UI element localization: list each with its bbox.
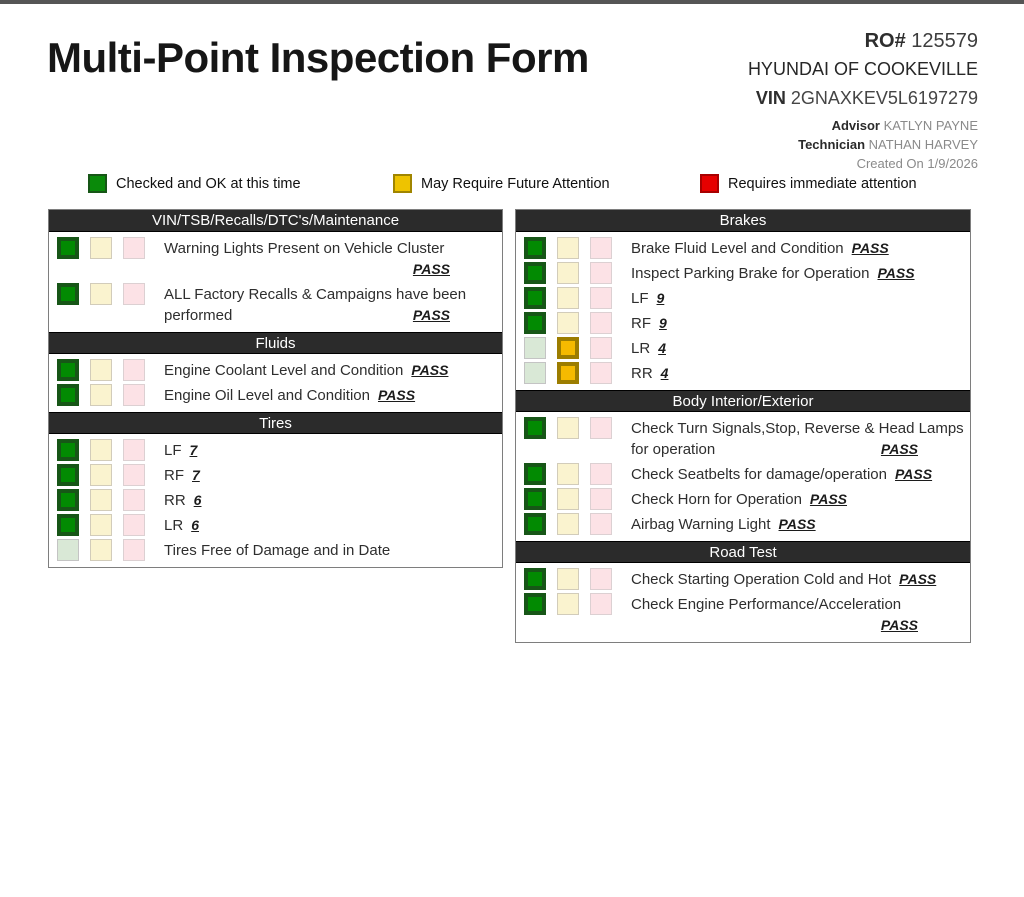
section-body	[516, 232, 970, 390]
legend-label: Checked and OK at this time	[116, 175, 301, 192]
legend-label: Requires immediate attention	[728, 175, 917, 192]
item-value: PASS	[880, 441, 918, 457]
item-label: Airbag Warning Light	[631, 516, 771, 533]
vin-line	[748, 88, 978, 109]
section-body	[516, 563, 970, 642]
item-label: RR	[164, 492, 186, 509]
inspection-row	[49, 359, 502, 381]
item-label: LF	[164, 442, 182, 459]
checkbox-future-attention[interactable]	[557, 237, 579, 259]
checkbox-future-attention[interactable]	[90, 237, 112, 259]
checkbox-ok[interactable]	[57, 539, 79, 561]
checkbox-future-attention[interactable]	[557, 568, 579, 590]
item-text	[631, 363, 970, 384]
item-text	[631, 569, 970, 590]
vin-value: 2GNAXKEV5L6197279	[790, 88, 978, 108]
section-header: VIN/TSB/Recalls/DTC's/Maintenance	[49, 210, 502, 232]
checkbox-future-attention[interactable]	[557, 287, 579, 309]
item-value: 7	[192, 467, 200, 483]
status-checkboxes	[49, 237, 156, 259]
status-checkboxes	[49, 539, 156, 561]
checkbox-immediate-attention[interactable]	[590, 287, 612, 309]
item-label: Check Turn Signals,Stop, Reverse & Head Lamps for operation	[631, 420, 964, 458]
item-label: Check Horn for Operation	[631, 491, 802, 508]
status-checkboxes	[516, 513, 623, 535]
section-tires	[49, 412, 502, 567]
checkbox-immediate-attention[interactable]	[123, 359, 145, 381]
section-body	[49, 232, 502, 332]
section-body	[516, 412, 970, 541]
status-checkboxes	[49, 514, 156, 536]
item-label: Brake Fluid Level and Condition	[631, 240, 844, 257]
legend-item-checked-ok	[88, 174, 301, 193]
item-label: Warning Lights Present on Vehicle Cluster	[164, 240, 445, 257]
inspection-row	[49, 384, 502, 406]
checkbox-immediate-attention[interactable]	[123, 237, 145, 259]
status-checkboxes	[516, 312, 623, 334]
checkbox-ok[interactable]	[57, 237, 79, 259]
vin-label: VIN	[755, 88, 786, 108]
ro-number-line	[748, 30, 978, 53]
checkbox-immediate-attention[interactable]	[590, 312, 612, 334]
item-value: PASS	[377, 387, 416, 403]
status-checkboxes	[516, 262, 623, 284]
item-value: PASS	[895, 466, 933, 482]
section-road-test	[516, 541, 970, 642]
item-label: RF	[631, 315, 651, 332]
checkbox-immediate-attention[interactable]	[590, 568, 612, 590]
checkbox-ok[interactable]	[524, 237, 546, 259]
inspection-row	[516, 287, 970, 309]
item-label: LF	[631, 290, 649, 307]
item-text	[164, 238, 502, 280]
checkbox-immediate-attention[interactable]	[123, 283, 145, 305]
item-value: 4	[658, 340, 666, 356]
inspection-row	[49, 539, 502, 561]
inspection-row	[49, 489, 502, 511]
checkbox-ok[interactable]	[524, 568, 546, 590]
checkbox-ok[interactable]	[57, 359, 79, 381]
item-text	[631, 514, 970, 535]
checkbox-ok[interactable]	[524, 312, 546, 334]
checkbox-future-attention[interactable]	[90, 464, 112, 486]
top-accent-bar	[0, 0, 1024, 4]
status-checkboxes	[516, 463, 623, 485]
item-label: LR	[631, 340, 651, 357]
item-label: Check Seatbelts for damage/operation	[631, 466, 887, 483]
inspection-row	[516, 488, 970, 510]
left-column	[48, 209, 503, 568]
checkbox-immediate-attention[interactable]	[590, 262, 612, 284]
checkbox-future-attention[interactable]	[90, 514, 112, 536]
checkbox-immediate-attention[interactable]	[123, 514, 145, 536]
checkbox-immediate-attention[interactable]	[590, 237, 612, 259]
item-text	[164, 284, 502, 326]
status-checkboxes	[49, 283, 156, 305]
checkbox-ok[interactable]	[524, 287, 546, 309]
checkbox-ok[interactable]	[524, 463, 546, 485]
item-label: Engine Oil Level and Condition	[164, 387, 370, 404]
checkbox-immediate-attention[interactable]	[123, 464, 145, 486]
status-checkboxes	[49, 464, 156, 486]
item-text	[164, 540, 502, 561]
item-text	[164, 465, 502, 486]
inspection-row	[516, 568, 970, 590]
inspection-row	[49, 464, 502, 486]
status-checkboxes	[516, 362, 623, 384]
item-label: ALL Factory Recalls & Campaigns have been performed	[164, 286, 467, 324]
checkbox-ok[interactable]	[57, 489, 79, 511]
technician-line	[748, 135, 978, 154]
item-text	[164, 360, 502, 381]
advisor-line	[748, 116, 978, 135]
technician-value: NATHAN HARVEY	[868, 137, 978, 152]
inspection-row	[49, 283, 502, 326]
item-value: PASS	[412, 307, 450, 323]
inspection-row	[49, 439, 502, 461]
checkbox-future-attention[interactable]	[557, 362, 579, 384]
checkbox-future-attention[interactable]	[90, 283, 112, 305]
inspection-row	[516, 513, 970, 535]
checkbox-immediate-attention[interactable]	[123, 384, 145, 406]
section-brakes	[516, 210, 970, 390]
status-checkboxes	[516, 287, 623, 309]
item-label: Tires Free of Damage and in Date	[164, 542, 391, 559]
item-text	[164, 385, 502, 406]
status-checkboxes	[49, 489, 156, 511]
item-text	[164, 515, 502, 536]
status-checkboxes	[516, 417, 623, 439]
item-text	[631, 263, 970, 284]
checkbox-ok[interactable]	[524, 362, 546, 384]
item-value: PASS	[411, 362, 449, 378]
checkbox-ok[interactable]	[524, 262, 546, 284]
checkbox-immediate-attention[interactable]	[590, 593, 612, 615]
advisor-label: Advisor	[831, 118, 880, 133]
section-header: Fluids	[49, 332, 502, 354]
status-checkboxes	[49, 439, 156, 461]
checkbox-future-attention[interactable]	[90, 489, 112, 511]
checkbox-immediate-attention[interactable]	[590, 463, 612, 485]
checkbox-immediate-attention[interactable]	[590, 417, 612, 439]
green-status-icon	[88, 174, 107, 193]
item-value: 7	[189, 442, 198, 458]
item-label: Engine Coolant Level and Condition	[164, 362, 404, 379]
checkbox-immediate-attention[interactable]	[123, 439, 145, 461]
item-text	[631, 464, 970, 485]
checkbox-future-attention[interactable]	[90, 439, 112, 461]
checkbox-future-attention[interactable]	[557, 488, 579, 510]
inspection-row	[516, 337, 970, 359]
status-checkboxes	[49, 359, 156, 381]
checkbox-ok[interactable]	[524, 337, 546, 359]
checkbox-ok[interactable]	[57, 283, 79, 305]
item-value: PASS	[877, 265, 915, 281]
section-vin-tsb-recalls-dtc-s-maintenance	[49, 210, 502, 332]
item-value: PASS	[778, 516, 816, 532]
inspection-row	[516, 262, 970, 284]
checkbox-immediate-attention[interactable]	[590, 513, 612, 535]
inspection-row	[49, 237, 502, 280]
checkbox-future-attention[interactable]	[557, 262, 579, 284]
dealership-name: HYUNDAI OF COOKEVILLE	[747, 59, 978, 79]
section-header: Road Test	[516, 541, 970, 563]
legend-item-immediate-attention	[700, 174, 917, 193]
inspection-row	[516, 362, 970, 384]
checkbox-ok[interactable]	[524, 417, 546, 439]
checkbox-ok[interactable]	[524, 513, 546, 535]
section-body	[49, 354, 502, 412]
checkbox-future-attention[interactable]	[557, 513, 579, 535]
status-checkboxes	[516, 488, 623, 510]
inspection-row	[516, 463, 970, 485]
legend-item-future-attention	[393, 174, 610, 193]
checkbox-future-attention[interactable]	[557, 312, 579, 334]
legend-label: May Require Future Attention	[421, 175, 610, 192]
section-body	[49, 434, 502, 567]
page-title: Multi-Point Inspection Form	[47, 34, 589, 81]
technician-label: Technician	[798, 137, 866, 152]
status-checkboxes	[49, 384, 156, 406]
item-value: 9	[656, 290, 665, 306]
checkbox-immediate-attention[interactable]	[590, 488, 612, 510]
checkbox-ok[interactable]	[57, 439, 79, 461]
status-checkboxes	[516, 237, 623, 259]
inspection-row	[516, 417, 970, 460]
status-checkboxes	[516, 568, 623, 590]
checkbox-ok[interactable]	[57, 384, 79, 406]
item-text	[631, 489, 970, 510]
section-header: Body Interior/Exterior	[516, 390, 970, 412]
checkbox-ok[interactable]	[524, 593, 546, 615]
item-label: RR	[631, 365, 653, 382]
inspection-row	[516, 312, 970, 334]
checkbox-immediate-attention[interactable]	[123, 539, 145, 561]
right-column	[515, 209, 971, 643]
checkbox-future-attention[interactable]	[90, 359, 112, 381]
item-value: 6	[193, 492, 202, 508]
inspection-row	[49, 514, 502, 536]
item-value: PASS	[880, 617, 918, 633]
checkbox-future-attention[interactable]	[90, 539, 112, 561]
checkbox-future-attention[interactable]	[557, 337, 579, 359]
item-text	[631, 313, 970, 334]
item-text	[631, 238, 970, 259]
item-value: 6	[191, 517, 199, 533]
checkbox-immediate-attention[interactable]	[590, 362, 612, 384]
section-body-interior-exterior	[516, 390, 970, 541]
item-value: 9	[659, 315, 667, 331]
inspection-row	[516, 593, 970, 636]
status-checkboxes	[516, 593, 623, 615]
item-value: PASS	[899, 571, 937, 587]
section-header: Brakes	[516, 210, 970, 232]
status-checkboxes	[516, 337, 623, 359]
section-header: Tires	[49, 412, 502, 434]
item-text	[631, 594, 970, 636]
item-label: Check Starting Operation Cold and Hot	[631, 571, 892, 588]
item-text	[631, 418, 970, 460]
yellow-status-icon	[393, 174, 412, 193]
item-label: RF	[164, 467, 184, 484]
checkbox-immediate-attention[interactable]	[590, 337, 612, 359]
section-fluids	[49, 332, 502, 412]
ro-value: 125579	[911, 30, 978, 52]
item-text	[164, 440, 502, 461]
item-value: PASS	[851, 240, 889, 256]
item-value: PASS	[809, 491, 848, 507]
item-text	[631, 338, 970, 359]
item-label: LR	[164, 517, 184, 534]
item-text	[164, 490, 502, 511]
created-label: Created On	[856, 156, 924, 171]
item-value: 4	[660, 365, 669, 381]
checkbox-future-attention[interactable]	[557, 417, 579, 439]
checkbox-ok[interactable]	[524, 488, 546, 510]
advisor-value: KATLYN PAYNE	[883, 118, 978, 133]
checkbox-future-attention[interactable]	[557, 463, 579, 485]
checkbox-ok[interactable]	[57, 464, 79, 486]
item-label: Check Engine Performance/Acceleration	[631, 596, 902, 613]
checkbox-immediate-attention[interactable]	[123, 489, 145, 511]
created-value: 1/9/2026	[927, 156, 978, 171]
checkbox-future-attention[interactable]	[557, 593, 579, 615]
item-value: PASS	[412, 261, 450, 277]
ro-label: RO#	[864, 30, 906, 52]
item-text	[631, 288, 970, 309]
checkbox-ok[interactable]	[57, 514, 79, 536]
repair-order-info	[748, 30, 978, 173]
inspection-row	[516, 237, 970, 259]
red-status-icon	[700, 174, 719, 193]
item-label: Inspect Parking Brake for Operation	[631, 265, 870, 282]
created-line	[748, 154, 978, 173]
checkbox-future-attention[interactable]	[90, 384, 112, 406]
